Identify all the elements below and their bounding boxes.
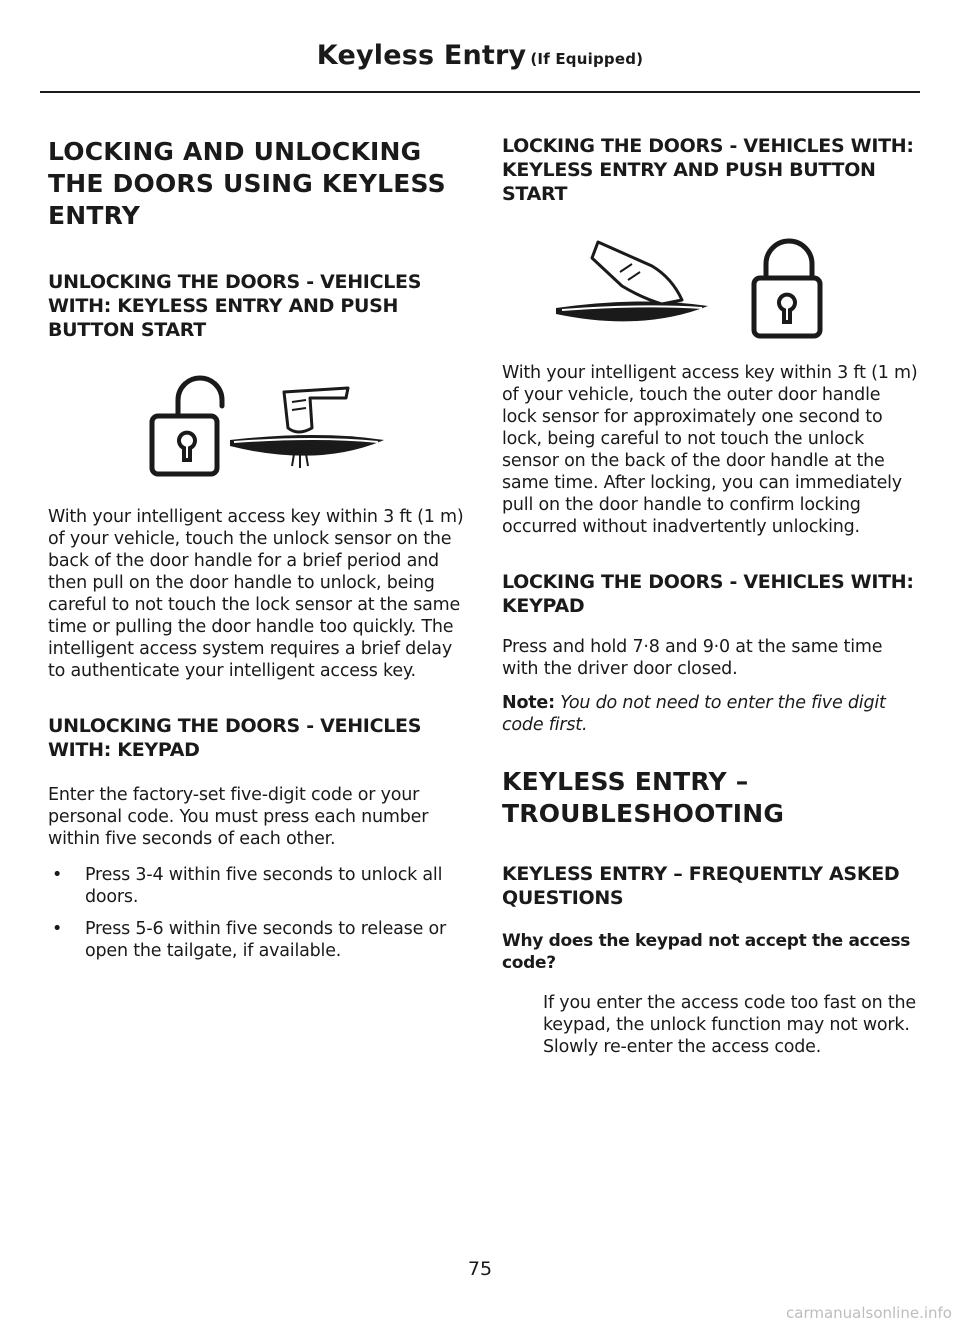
page-number: 75 xyxy=(467,1258,493,1280)
heading-unlock-keyless: UNLOCKING THE DOORS - VEHICLES WITH: KEYLESS ENTRY AND PUSH BUTTON START xyxy=(48,271,422,341)
paragraph-unlock-keyless: With your intelligent access key within 3 ft (1 m) of your vehicle, touch the unlock sensor on the back of the door handle for a brief period and then pull on the door handle to unlock, being careful to not touch the lock sensor at the same time or pulling the door handle too quickly. The intelligent access system requires a brief delay to authenticate your intelligent access key. xyxy=(48,507,464,681)
right-column xyxy=(502,120,918,1058)
paragraph-lock-keyless: With your intelligent access key within 3 ft (1 m) of your vehicle, touch the outer door handle lock sensor for approximately one second to lock, being careful to not touch the unlock sensor on the back of the door handle at the same time. After locking, you can immediately pull on the door handle to confirm locking occurred without inadvertently unlocking. xyxy=(502,363,918,537)
header-rule xyxy=(40,91,920,93)
note-text: You do not need to enter the five digit code first. xyxy=(502,693,886,735)
watermark: carmanualsonline.info xyxy=(786,1304,952,1322)
heading-unlock-keypad: UNLOCKING THE DOORS - VEHICLES WITH: KEYPAD xyxy=(48,715,422,761)
heading-lock-keyless: LOCKING THE DOORS - VEHICLES WITH: KEYLESS ENTRY AND PUSH BUTTON START xyxy=(502,135,914,205)
header-subtitle: (If Equipped) xyxy=(530,50,644,68)
unlock-keypad-list xyxy=(48,864,464,962)
header-title: Keyless Entry xyxy=(316,40,527,71)
section-title-troubleshooting: KEYLESS ENTRY – TROUBLESHOOTING xyxy=(502,767,785,828)
lock-illustration xyxy=(502,228,918,340)
finger-touching-handle-icon xyxy=(556,242,708,321)
faq-question: Why does the keypad not accept the access code? xyxy=(502,931,911,973)
heading-lock-keypad: LOCKING THE DOORS - VEHICLES WITH: KEYPAD xyxy=(502,571,914,617)
note-label: Note: xyxy=(502,693,555,713)
list-item: • Press 5-6 within five seconds to release or open the tailgate, if available. xyxy=(48,918,464,962)
section-title-locking-unlocking: LOCKING AND UNLOCKING THE DOORS USING KEYLESS ENTRY xyxy=(48,137,446,230)
page-header xyxy=(40,40,920,71)
unlock-illustration xyxy=(48,370,464,490)
finger-touching-handle-icon xyxy=(230,388,384,468)
list-item: • Press 3-4 within five seconds to unlock all doors. xyxy=(48,864,464,908)
paragraph-unlock-keypad: Enter the factory-set five-digit code or your personal code. You must press each number within five seconds of each other. xyxy=(48,785,429,849)
faq-answer: If you enter the access code too fast on the keypad, the unlock function may not work. Slowly re-enter the access code. xyxy=(543,993,916,1057)
note-paragraph xyxy=(502,692,918,736)
paragraph-lock-keypad: Press and hold 7·8 and 9·0 at the same time with the driver door closed. xyxy=(502,637,883,679)
heading-faq: KEYLESS ENTRY – FREQUENTLY ASKED QUESTIONS xyxy=(502,863,900,909)
locked-padlock-icon xyxy=(754,241,820,336)
left-column xyxy=(48,120,464,962)
unlocked-padlock-icon xyxy=(152,378,222,474)
